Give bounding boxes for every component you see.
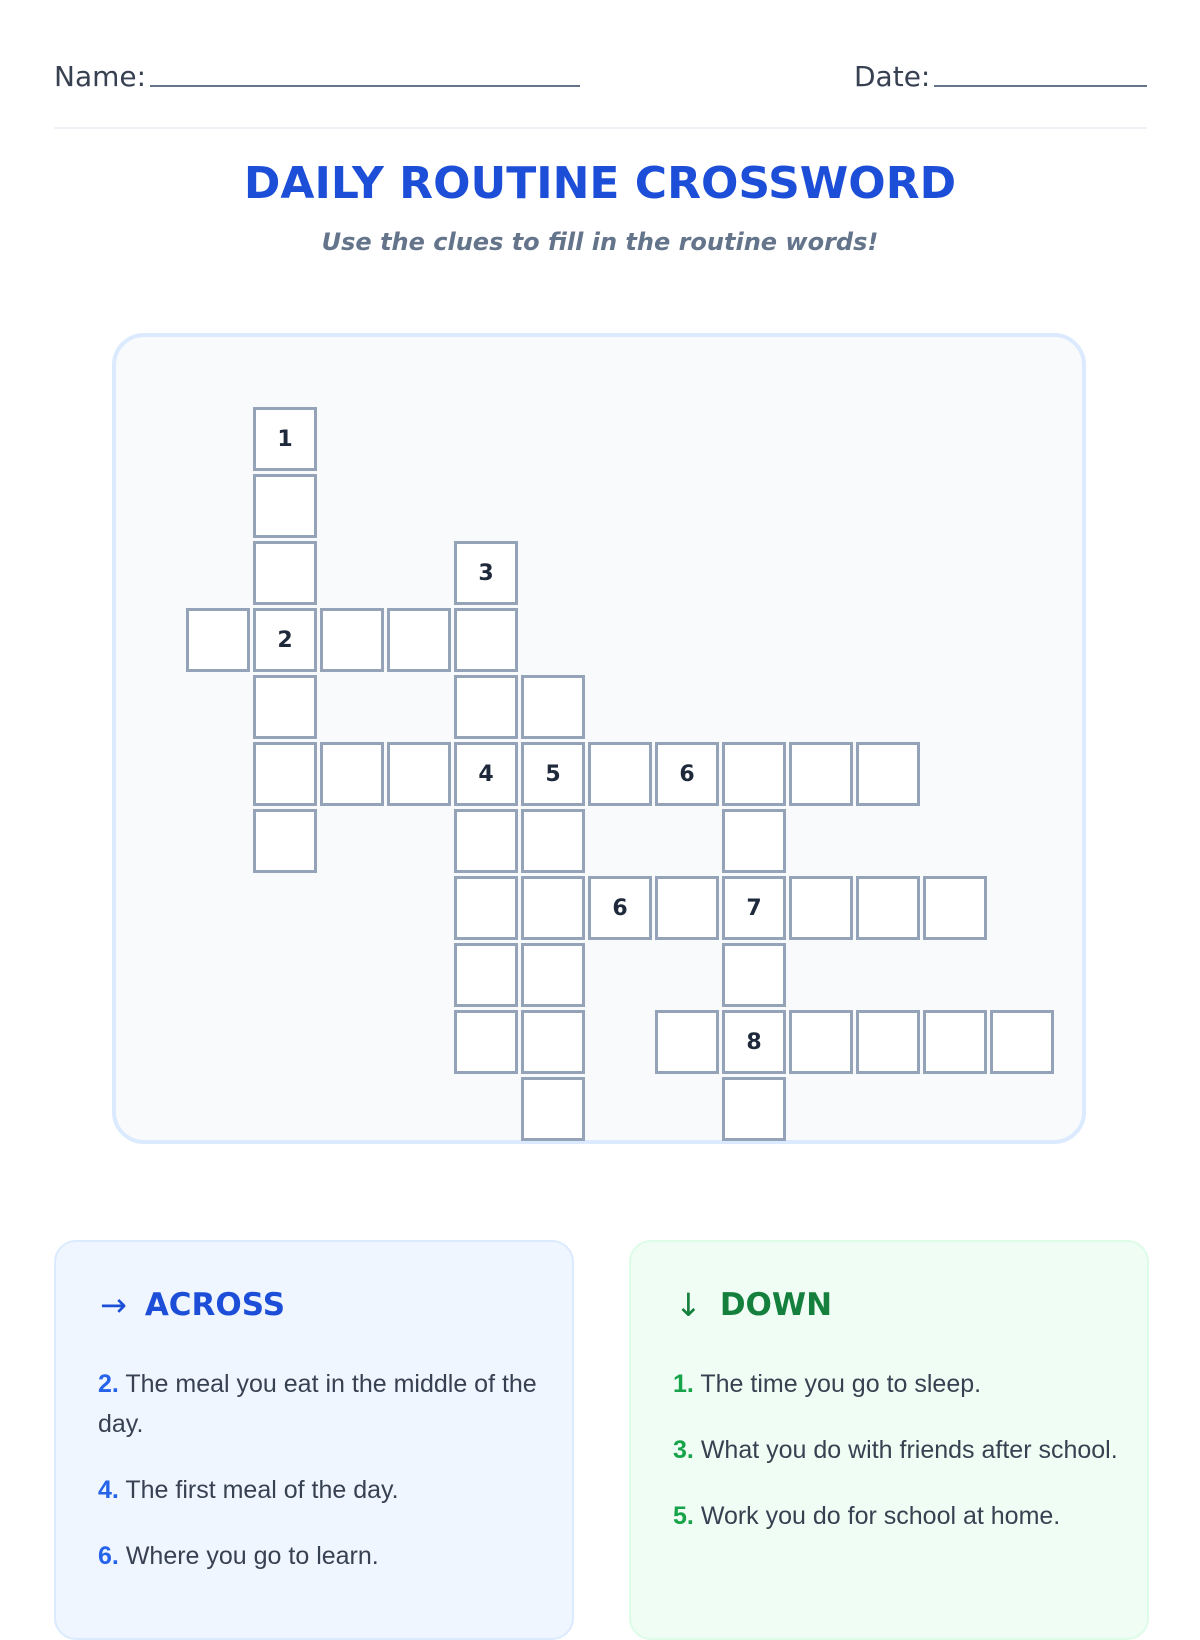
down-clues-panel [629, 1240, 1149, 1640]
clue-number: 3. [673, 1436, 694, 1464]
crossword-cell[interactable] [521, 675, 585, 739]
clue-number-label: 6 [612, 895, 628, 921]
crossword-cell-numbered[interactable] [722, 1010, 786, 1074]
crossword-cell[interactable] [320, 608, 384, 672]
crossword-cell[interactable] [253, 541, 317, 605]
page-title: DAILY ROUTINE CROSSWORD [243, 158, 957, 209]
crossword-cell[interactable] [722, 742, 786, 806]
worksheet-header [54, 52, 1147, 96]
header-divider [54, 127, 1147, 129]
page-subtitle: Use the clues to fill in the routine words! [321, 228, 879, 256]
crossword-cell[interactable] [387, 608, 451, 672]
crossword-cell[interactable] [387, 742, 451, 806]
crossword-cell[interactable] [521, 1010, 585, 1074]
crossword-cell[interactable] [253, 809, 317, 873]
crossword-cell[interactable] [454, 809, 518, 873]
crossword-cell[interactable] [320, 742, 384, 806]
crossword-cell[interactable] [253, 742, 317, 806]
across-heading [100, 1286, 285, 1324]
clue-text: The time you go to sleep. [700, 1370, 982, 1398]
clue-number: 4. [98, 1476, 119, 1504]
crossword-cell[interactable] [655, 1010, 719, 1074]
crossword-cell-numbered[interactable] [655, 742, 719, 806]
clue-number: 5. [673, 1502, 694, 1530]
clue-number: 2. [98, 1370, 119, 1398]
crossword-cell[interactable] [521, 876, 585, 940]
clue-item [673, 1496, 1123, 1536]
clue-number-label: 5 [545, 761, 561, 787]
crossword-cell[interactable] [722, 1077, 786, 1141]
clue-number-label: 4 [478, 761, 494, 787]
down-heading [675, 1286, 832, 1324]
down-clue-list [673, 1364, 1123, 1562]
clue-number-label: 6 [679, 761, 695, 787]
clue-text: Where you go to learn. [125, 1542, 379, 1570]
crossword-cell-numbered[interactable] [253, 407, 317, 471]
crossword-cell[interactable] [923, 876, 987, 940]
crossword-cell[interactable] [923, 1010, 987, 1074]
crossword-cell[interactable] [253, 474, 317, 538]
name-write-line[interactable] [150, 85, 580, 87]
crossword-cell-numbered[interactable] [454, 742, 518, 806]
across-heading-label: ACROSS [144, 1287, 286, 1323]
down-heading-label: DOWN [719, 1287, 833, 1323]
crossword-cell[interactable] [655, 876, 719, 940]
clue-text: The first meal of the day. [125, 1476, 399, 1504]
crossword-cell[interactable] [789, 876, 853, 940]
crossword-cell[interactable] [856, 742, 920, 806]
crossword-cell[interactable] [789, 742, 853, 806]
crossword-cell[interactable] [856, 876, 920, 940]
crossword-cell-numbered[interactable] [454, 541, 518, 605]
clue-item [98, 1364, 548, 1444]
crossword-cell[interactable] [990, 1010, 1054, 1074]
clue-number-label: 1 [277, 426, 293, 452]
across-clues-panel [54, 1240, 574, 1640]
arrow-right-icon: → [100, 1286, 127, 1324]
clue-number: 6. [98, 1542, 119, 1570]
crossword-cell[interactable] [722, 943, 786, 1007]
crossword-cell[interactable] [588, 742, 652, 806]
crossword-cell[interactable] [521, 1077, 585, 1141]
crossword-cell-numbered[interactable] [722, 876, 786, 940]
clue-number: 1. [673, 1370, 694, 1398]
crossword-cell[interactable] [454, 943, 518, 1007]
clue-text: What you do with friends after school. [700, 1436, 1118, 1464]
clue-text: The meal you eat in the middle of the day. [98, 1370, 537, 1438]
clue-item [673, 1364, 1123, 1404]
clue-number-label: 8 [746, 1029, 762, 1055]
across-clue-list [98, 1364, 548, 1602]
date-label: Date: [854, 60, 931, 93]
clue-number-label: 7 [746, 895, 762, 921]
crossword-cell-numbered[interactable] [253, 608, 317, 672]
date-write-line[interactable] [934, 85, 1147, 87]
crossword-cell[interactable] [856, 1010, 920, 1074]
clue-item [673, 1430, 1123, 1470]
crossword-cell[interactable] [454, 675, 518, 739]
crossword-cell[interactable] [722, 809, 786, 873]
clue-item [98, 1470, 548, 1510]
crossword-cell[interactable] [186, 608, 250, 672]
crossword-cell[interactable] [521, 809, 585, 873]
crossword-cell-numbered[interactable] [588, 876, 652, 940]
crossword-cell[interactable] [521, 943, 585, 1007]
name-label: Name: [54, 60, 147, 93]
clue-item [98, 1536, 548, 1576]
crossword-cell[interactable] [454, 608, 518, 672]
crossword-cell[interactable] [789, 1010, 853, 1074]
crossword-cell[interactable] [454, 1010, 518, 1074]
crossword-cell-numbered[interactable] [521, 742, 585, 806]
crossword-cell[interactable] [454, 876, 518, 940]
clue-number-label: 3 [478, 560, 494, 586]
crossword-cell[interactable] [253, 675, 317, 739]
clue-text: Work you do for school at home. [700, 1502, 1061, 1530]
crossword-panel [112, 333, 1086, 1144]
clue-number-label: 2 [277, 627, 293, 653]
arrow-down-icon: ↓ [675, 1286, 702, 1324]
